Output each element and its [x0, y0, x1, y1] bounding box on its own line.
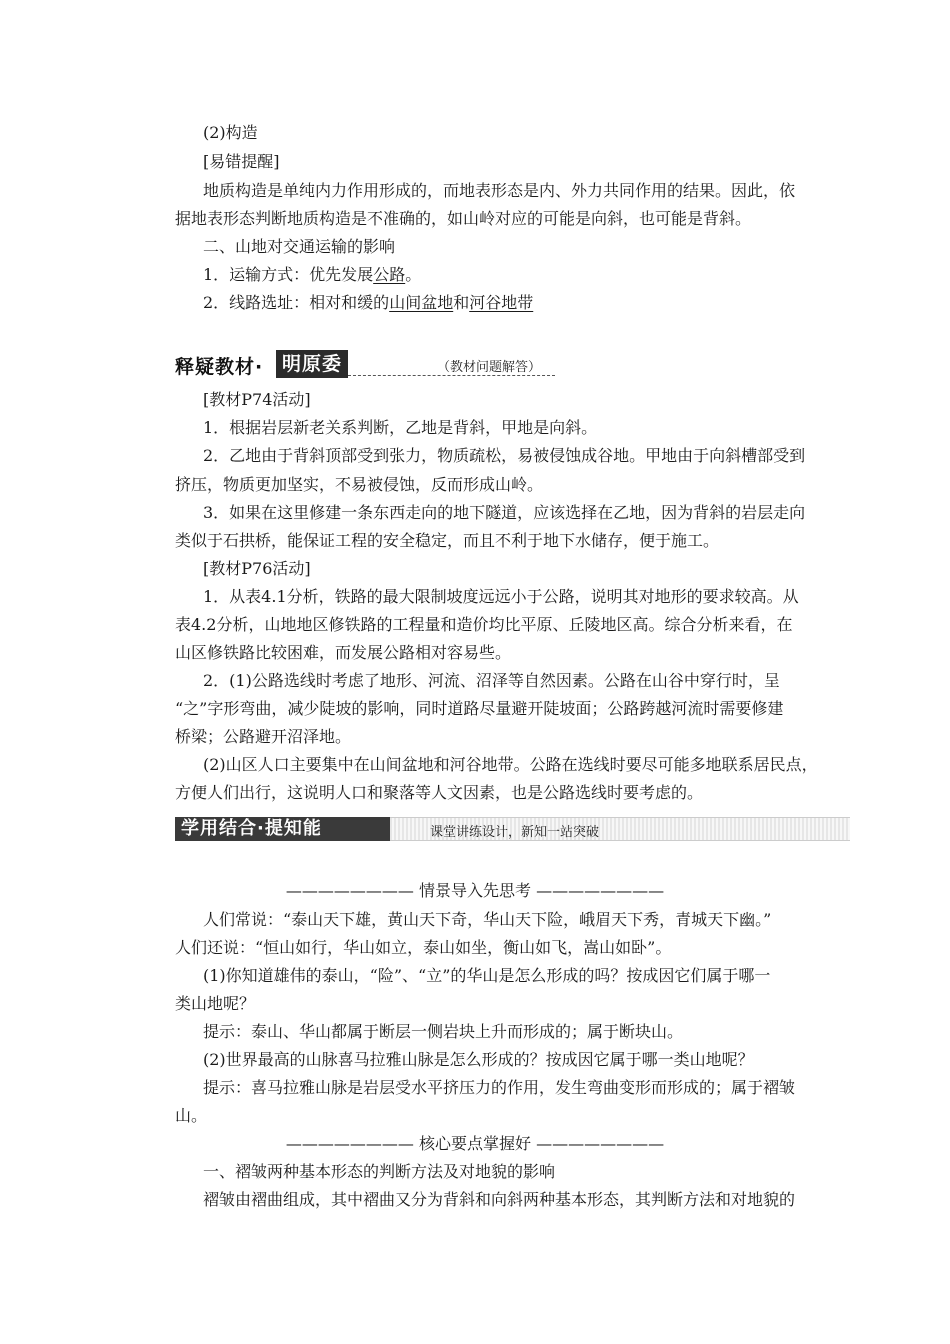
- paragraph-line: 类似于石拱桥，能保证工程的安全稳定，而且不利于地下水储存，便于施工。: [175, 531, 720, 550]
- text-span: 1．运输方式：优先发展: [203, 265, 374, 284]
- paragraph-line: [教材P76活动]: [203, 559, 311, 578]
- paragraph-line: (2)世界最高的山脉喜马拉雅山脉是怎么形成的？按成因它属于哪一类山地呢？: [203, 1050, 754, 1069]
- paragraph-line: (1)你知道雄伟的泰山，“险”、“立”的华山是怎么形成的吗？按成因它们属于哪一: [203, 966, 771, 985]
- paragraph-line: 方便人们出行，这说明人口和聚落等人文因素，也是公路选线时要考虑的。: [175, 783, 704, 802]
- paragraph-line: 2．(1)公路选线时考虑了地形、河流、沼泽等自然因素。公路在山谷中穿行时，呈: [203, 671, 780, 690]
- paragraph-line: 1．根据岩层新老关系判断，乙地是背斜，甲地是向斜。: [203, 418, 598, 437]
- section-banner-practice: [175, 815, 850, 845]
- banner-title: 释疑教材·: [175, 356, 264, 378]
- paragraph-line: 据地表形态判断地质构造是不准确的，如山岭对应的可能是向斜，也可能是背斜。: [175, 209, 752, 228]
- section-heading: 一、褶皱两种基本形态的判断方法及对地貌的影响: [203, 1162, 556, 1181]
- paragraph-line: 桥梁；公路避开沼泽地。: [175, 727, 352, 746]
- paragraph-line: (2)山区人口主要集中在山间盆地和河谷地带。公路在选线时要尽可能多地联系居民点，: [203, 755, 818, 774]
- paragraph-line: [教材P74活动]: [203, 390, 311, 409]
- paragraph-line: 山区修铁路比较困难，而发展公路相对容易些。: [175, 643, 512, 662]
- section-banner-textbook: [175, 350, 555, 380]
- paragraph-line: [易错提醒]: [203, 152, 280, 171]
- section-heading: 二、山地对交通运输的影响: [203, 237, 396, 256]
- paragraph-line: 挤压，物质更加坚实，不易被侵蚀，反而形成山岭。: [175, 475, 544, 494]
- section-heading: ———————— 核心要点掌握好 ————————: [285, 1134, 665, 1153]
- paragraph-line: 地质构造是单纯内力作用形成的，而地表形态是内、外力共同作用的结果。因此，依: [203, 181, 796, 200]
- banner-subtitle: 课堂讲练设计，新知一站突破: [430, 825, 600, 840]
- paragraph-line: 山。: [175, 1106, 208, 1125]
- banner-dashed-rule: [348, 375, 555, 376]
- paragraph-line: 褶皱由褶曲组成，其中褶曲又分为背斜和向斜两种基本形态，其判断方法和对地貌的: [203, 1190, 796, 1209]
- paragraph-line: 类山地呢？: [175, 994, 256, 1013]
- underlined-term: 山间盆地: [389, 293, 454, 312]
- route-selection-line: [203, 293, 533, 313]
- banner-title: 学用结合·提知能: [175, 817, 390, 841]
- text-span: 。: [405, 265, 422, 284]
- paragraph-line: 3．如果在这里修建一条东西走向的地下隧道，应该选择在乙地，因为背斜的岩层走向: [203, 503, 806, 522]
- paragraph-line: “之”字形弯曲，减少陡坡的影响，同时道路尽量避开陡坡面；公路跨越河流时需要修建: [175, 699, 784, 718]
- section-heading: ———————— 情景导入先思考 ————————: [285, 881, 665, 900]
- paragraph-line: 提示：喜马拉雅山脉是岩层受水平挤压力的作用，发生弯曲变形而形成的；属于褶皱: [203, 1078, 796, 1097]
- banner-title-box: 明原委: [276, 350, 348, 378]
- paragraph-line: 人们常说：“泰山天下雄，黄山天下奇，华山天下险，峨眉天下秀，青城天下幽。”: [203, 910, 772, 929]
- text-span: 和: [453, 293, 470, 312]
- paragraph-line: 2．乙地由于背斜顶部受到张力，物质疏松，易被侵蚀成谷地。甲地由于向斜槽部受到: [203, 446, 806, 465]
- paragraph-line: 人们还说：“恒山如行，华山如立，泰山如坐，衡山如飞，嵩山如卧”。: [175, 938, 672, 957]
- paragraph-line: 表4.2分析，山地地区修铁路的工程量和造价均比平原、丘陵地区高。综合分析来看，在: [175, 615, 793, 634]
- underlined-term: 河谷地带: [469, 293, 534, 312]
- transport-mode-line: [203, 265, 421, 285]
- paragraph-line: (2)构造: [203, 123, 258, 142]
- text-span: 2．线路选址：相对和缓的: [203, 293, 390, 312]
- paragraph-line: 提示：泰山、华山都属于断层一侧岩块上升而形成的；属于断块山。: [203, 1022, 684, 1041]
- underlined-term: 公路: [373, 265, 406, 284]
- banner-subtitle: （教材问题解答）: [437, 360, 542, 375]
- paragraph-line: 1．从表4.1分析，铁路的最大限制坡度远远小于公路，说明其对地形的要求较高。从: [203, 587, 799, 606]
